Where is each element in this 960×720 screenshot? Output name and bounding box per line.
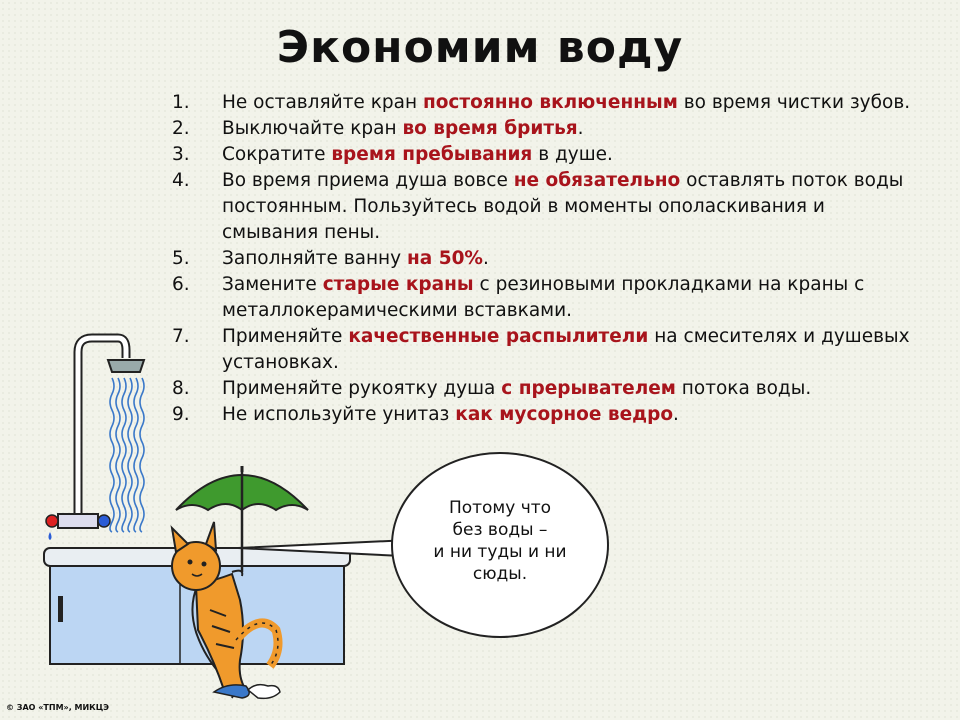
- speech-bubble-line: Потому что: [448, 498, 552, 518]
- tip-segment: Сократите: [222, 144, 332, 165]
- tip-item: [172, 246, 912, 272]
- tip-number: 4.: [172, 170, 190, 191]
- tip-item: [172, 168, 912, 246]
- tip-highlight: на 50%: [406, 248, 483, 269]
- faucet-icon: [46, 514, 110, 540]
- tip-text: [222, 272, 912, 324]
- tip-highlight: как мусорное ведро: [455, 404, 674, 425]
- tip-segment: Не используйте унитаз: [222, 404, 456, 425]
- tip-text: [222, 90, 912, 116]
- speech-bubble-line: и ни туды и ни: [433, 542, 567, 562]
- tip-segment: с резиновыми прокладками на краны с металлокерамическими вставками.: [222, 274, 865, 321]
- tip-segment: потока воды.: [675, 378, 812, 399]
- tip-segment: на смесителях и душевых установках.: [222, 326, 910, 373]
- tip-segment: во время чистки зубов.: [677, 92, 911, 113]
- tip-item: [172, 142, 912, 168]
- tip-number: 9.: [172, 404, 190, 425]
- copyright-note: © ЗАО «ТПМ», МИКЦЭ: [6, 703, 110, 712]
- shower-icon: [78, 338, 144, 532]
- tip-segment: Выключайте кран: [222, 118, 403, 139]
- tip-text: [222, 116, 912, 142]
- tip-segment: Применяйте рукоятку душа: [222, 378, 502, 399]
- tip-text: [222, 142, 912, 168]
- page-title: Экономим воду: [276, 22, 684, 73]
- tip-segment: Во время приема душа вовсе: [222, 170, 514, 191]
- tip-segment: оставлять поток воды постоянным. Пользуйтесь водой в моменты ополаскивания и смывания пены.: [222, 170, 904, 243]
- tip-segment: .: [577, 118, 584, 139]
- tip-highlight: время пребывания: [331, 144, 533, 165]
- tip-highlight: постоянно включенным: [422, 92, 678, 113]
- tip-text: [222, 168, 912, 246]
- tip-highlight: во время бритья: [402, 118, 578, 139]
- tip-number: 1.: [172, 92, 190, 113]
- tip-segment: Не оставляйте кран: [222, 92, 423, 113]
- tip-segment: в душе.: [532, 144, 613, 165]
- tip-segment: .: [673, 404, 679, 425]
- tip-highlight: с прерывателем: [501, 378, 676, 399]
- speech-bubble-line: сюды.: [472, 564, 528, 584]
- tip-number: 7.: [172, 326, 190, 347]
- tip-number: 5.: [172, 248, 190, 269]
- tip-number: 6.: [172, 274, 190, 295]
- tip-segment: Заполняйте ванну: [222, 248, 407, 269]
- tip-number: 3.: [172, 144, 190, 165]
- tip-item: [172, 272, 912, 324]
- speech-bubble-text: [415, 497, 585, 585]
- speech-bubble-line: без воды –: [452, 520, 548, 540]
- tip-highlight: старые краны: [322, 274, 474, 295]
- tip-segment: Применяйте: [222, 326, 349, 347]
- tip-item: [172, 116, 912, 142]
- tip-segment: Замените: [222, 274, 323, 295]
- tip-text: [222, 246, 912, 272]
- tip-number: 2.: [172, 118, 190, 139]
- tip-number: 8.: [172, 378, 190, 399]
- tip-segment: .: [482, 248, 489, 269]
- tip-item: [172, 90, 912, 116]
- tip-highlight: качественные распылители: [348, 326, 649, 347]
- tip-highlight: не обязательно: [513, 170, 681, 191]
